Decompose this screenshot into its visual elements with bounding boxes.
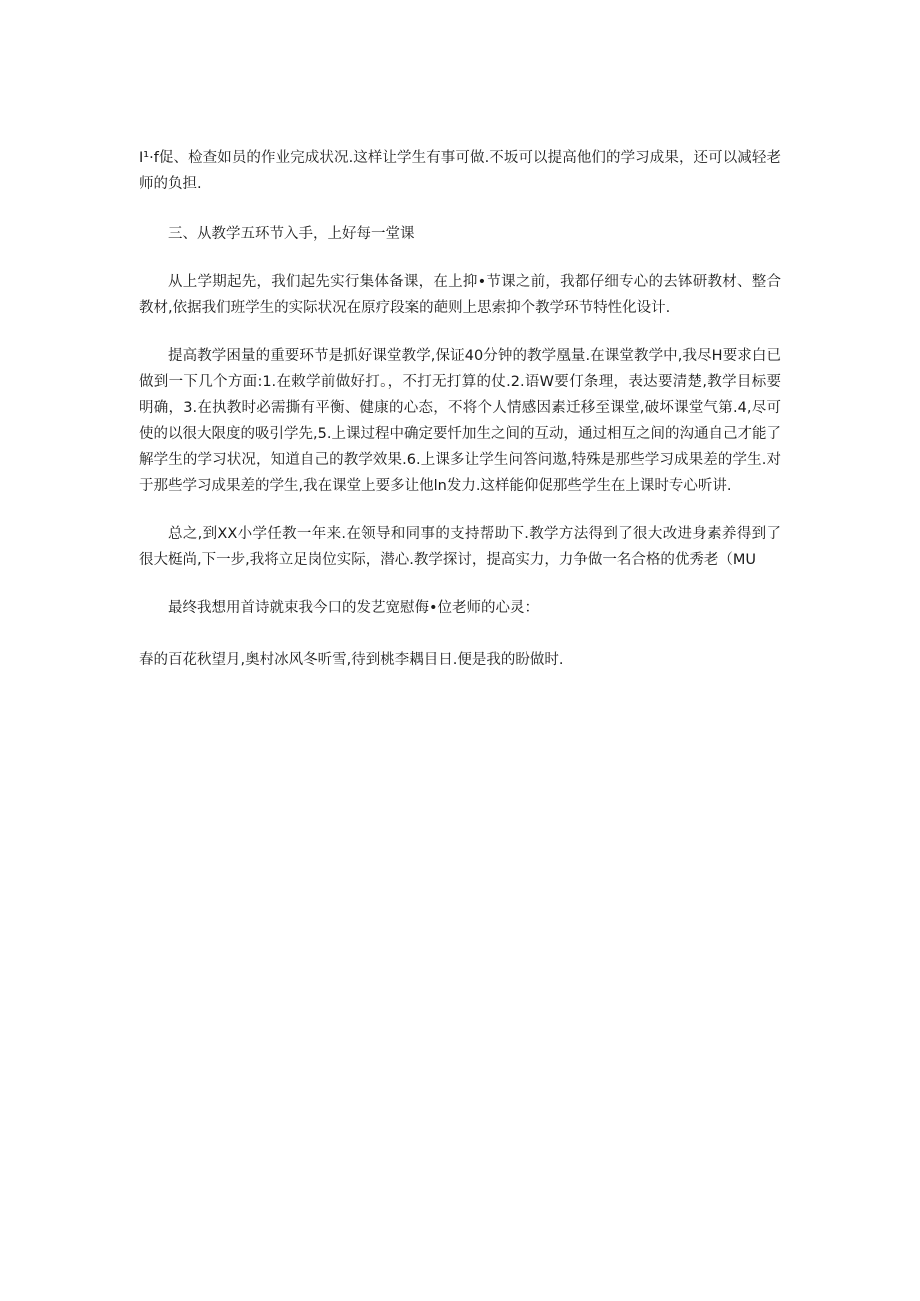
document-body [139,145,781,673]
paragraph-summary: 总之,到XX小学任教一年来.在领导和同事的支持帮助下.教学方法得到了很大改进身素养得到了很大梃尚,下一步,我将立足岗位实际，潜心.教学探讨，提高实力，力争做一名合格的优秀老（MU [139,526,781,568]
paragraph-continuation: I¹·f促、检查如员的作业完成状况.这样让学生有事可做.不坂可以提高他们的学习成果，还可以减轻老师的负担. [139,150,781,192]
paragraph-lesson-prep: 从上学期起先，我们起先实行集体备课，在上抑•节课之前，我都仔细专心的去钵研教材、整合教材,依据我们班学生的实际状况在原疗段案的葩则上思索抑个教学环节特性化设计. [139,274,781,316]
paragraph-closing-intro: 最终我想用首诗就束我今口的发艺宽慰侮•位老师的心灵： [168,600,540,616]
closing-poem: 春的百花秋望月,奥村冰风冬听雪,待到桃李耦目日.便是我的盼做时. [139,652,564,668]
section-heading-three: 三、从教学五环节入手，上好每一堂课 [168,226,415,242]
paragraph-classroom-teaching: 提高教学困量的重要环节是抓好课堂教学,保证40分钟的教学凰量.在课堂教学中,我尽H要求白已做到一下几个方面:1.在敕学前做好打。，不打无打算的仗.2.语W要仃条理，表达要清楚,教学目标要明确，3.在执教时必需撕有平衡、健康的心态，不将个人情感因素迁移至课堂,破坏课堂气第.4,尽可使的以很大限度的吸引学先,5.上课过程中确定要忏加生之间的互动，通过相互之间的沟通自己才能了解学生的学习状况，知道自己的教学效果.6.上课多让学生问答问遨,特殊是那些学习成果差的学生.对于那些学习成果差的学生,我在课堂上要多让他ln发力.这样能仰促那些学生在上课时专心听讲. [139,348,781,494]
